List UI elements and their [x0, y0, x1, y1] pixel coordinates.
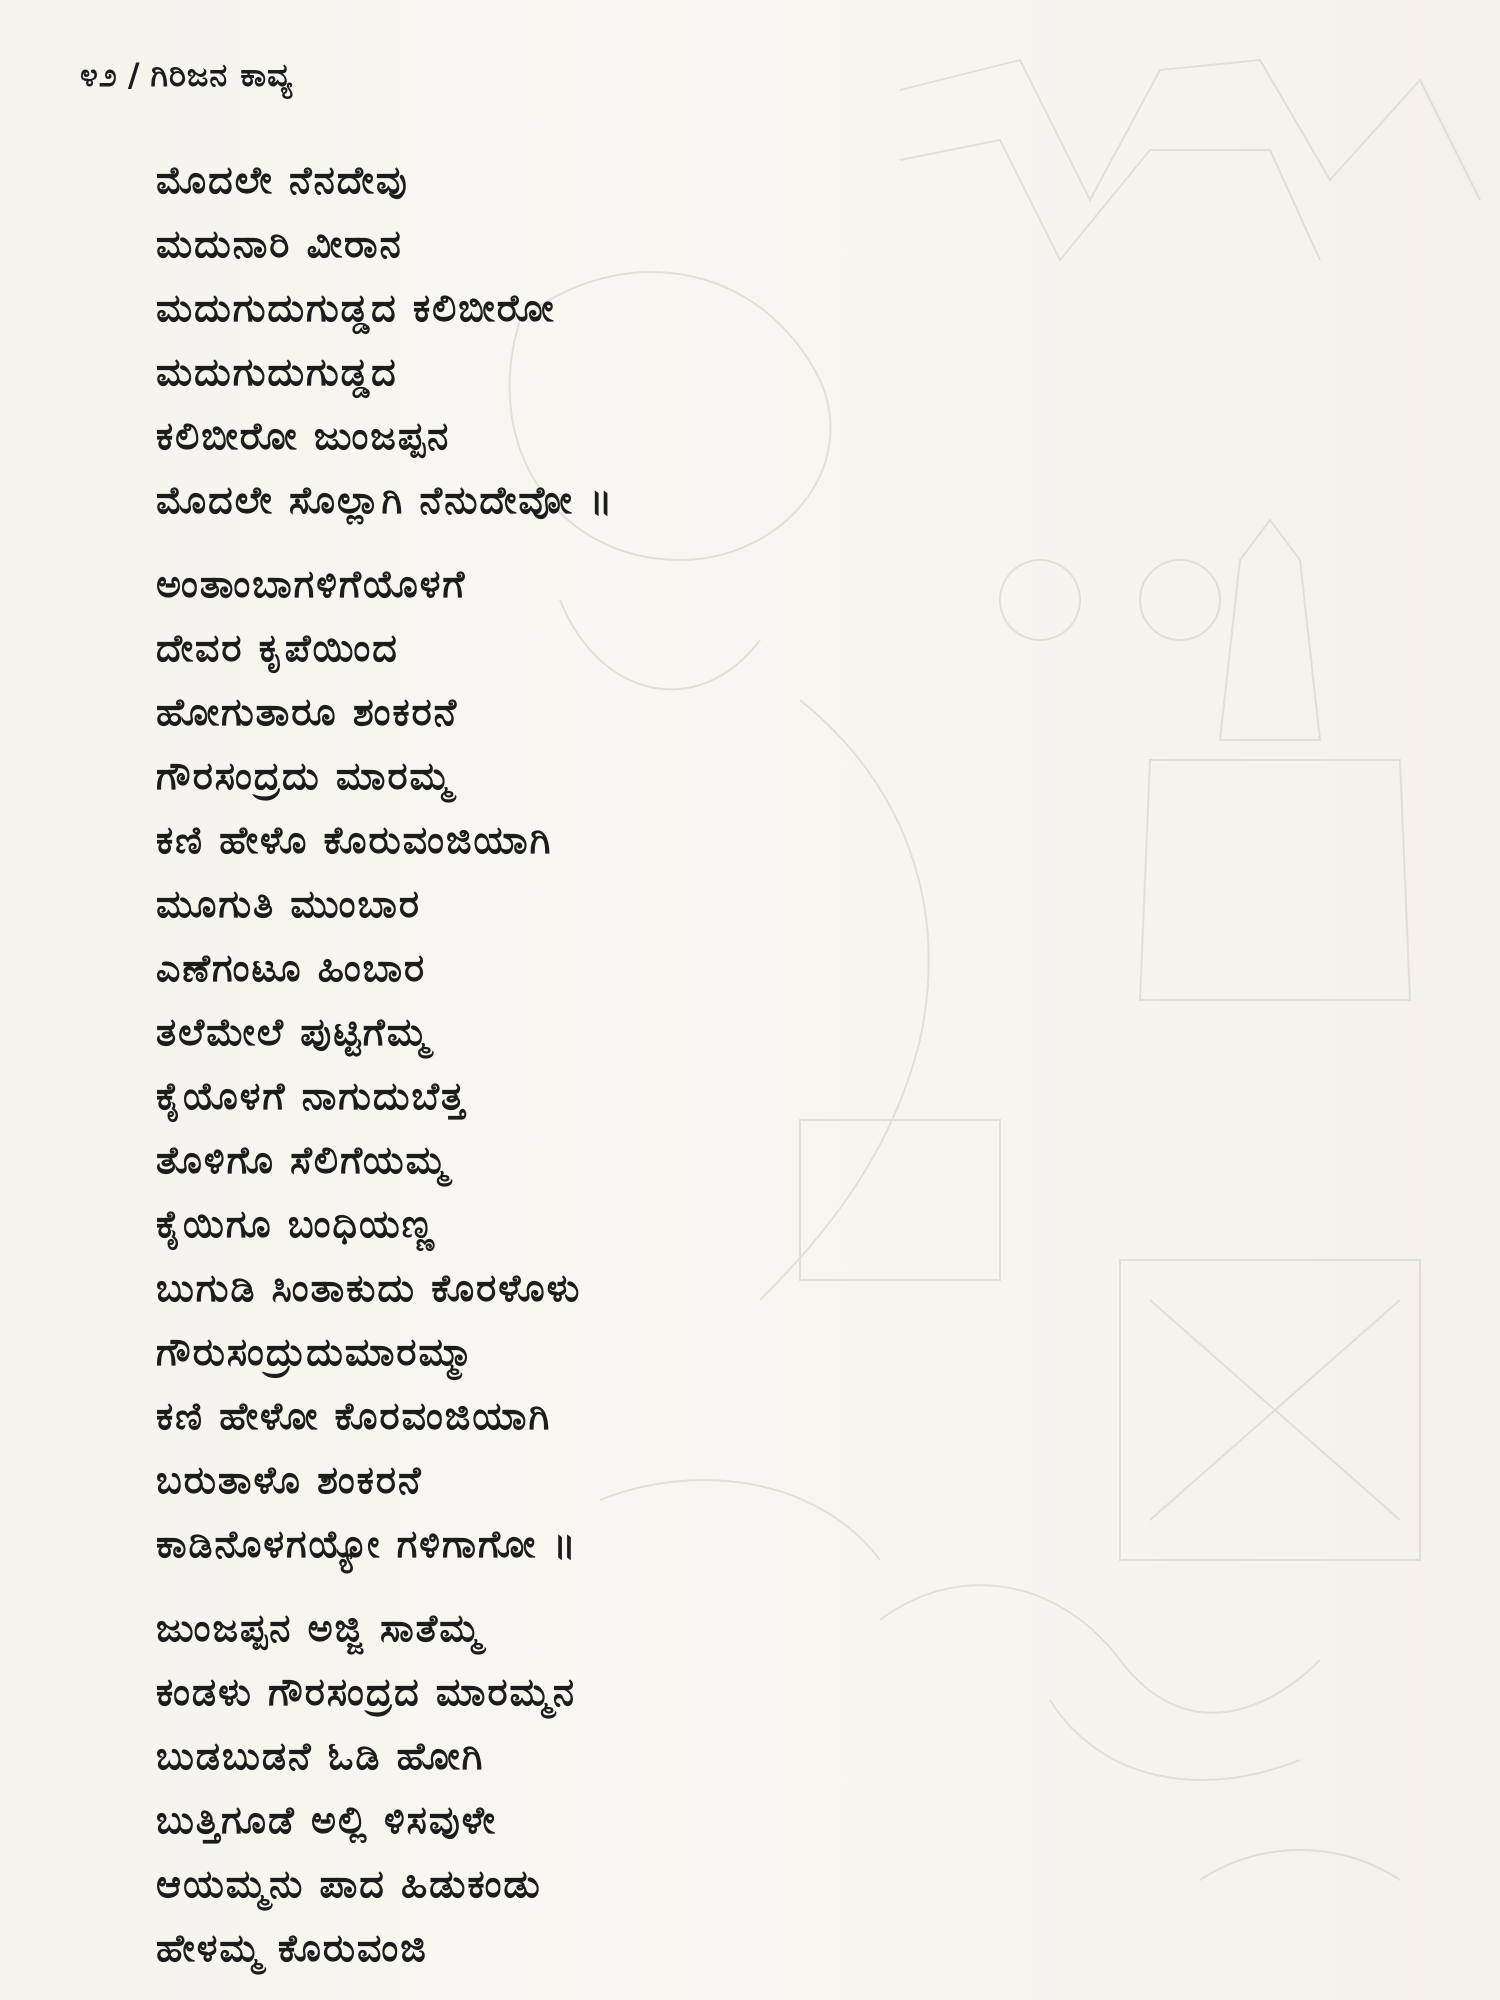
poem-line: ಕಾಡಿನೊಳಗಯ್ಯೋ ಗಳಿಗಾಗೋ ॥ [156, 1522, 578, 1566]
poem-line: ಗೌರುಸಂದ್ರುದುಮಾರಮ್ಮಾ [156, 1330, 476, 1374]
poem-line: ಹೋಗುತಾರೂ ಶಂಕರನೆ [156, 690, 459, 734]
poem-line: ಕೈಯಿಗೂ ಬಂಧಿಯಣ್ಣ [156, 1202, 436, 1246]
poem-line: ಗೌರಸಂದ್ರದು ಮಾರಮ್ಮ [156, 754, 453, 798]
page-number: ೪೨ [80, 56, 118, 94]
poem-line: ಮದುಗುದುಗುಡ್ಡದ [156, 350, 398, 394]
poem-line: ಮೊದಲೇ ನೆನದೇವು [156, 158, 409, 202]
poem-line: ಬರುತಾಳೊ ಶಂಕರನೆ [156, 1458, 423, 1502]
stanza-1 [156, 148, 614, 532]
poem-line: ಜುಂಜಪ್ಪನ ಅಜ್ಜಿ ಸಾತೆಮ್ಮ [156, 1606, 483, 1650]
poem-line: ಎಣೆಗಂಟೂ ಹಿಂಬಾರ [156, 946, 427, 990]
poem-line: ಕೈಯೊಳಗೆ ನಾಗುದುಬೆತ್ತ [156, 1074, 467, 1118]
book-title: ಗಿರಿಜನ ಕಾವ್ಯ [150, 56, 294, 94]
poem-line: ದೇವರ ಕೃಪೆಯಿಂದ [156, 626, 399, 670]
poem-line: ತೊಳಿಗೊ ಸೆಲಿಗೆಯಮ್ಮ [156, 1138, 449, 1182]
poem-line: ಬುಡಬುಡನೆ ಓಡಿ ಹೋಗಿ [156, 1734, 485, 1778]
stanza-3 [156, 1596, 614, 1980]
poem-line: ಅಂತಾಂಬಾಗಳಿಗೆಯೊಳಗೆ [156, 562, 467, 606]
poem-line: ಮದುಗುದುಗುಡ್ಡದ ಕಲಿಬೀರೋ [156, 286, 556, 330]
page-header [80, 56, 293, 95]
poem-line: ತಲೆಮೇಲೆ ಪುಟ್ಟಿಗೆಮ್ಮ [156, 1010, 431, 1054]
poem-line: ಮದುನಾರಿ ವೀರಾನ [156, 222, 403, 266]
poem-line: ಕಣಿ ಹೇಳೊ ಕೊರುವಂಜಿಯಾಗಿ [156, 818, 553, 862]
poem-line: ಹೇಳಮ್ಮ ಕೊರುವಂಜಿ [156, 1926, 428, 1970]
poem-line: ಬುತ್ತಿಗೂಡೆ ಅಲ್ಲಿ ಳಿಸವುಳೇ [156, 1798, 497, 1842]
poem-line: ಕಣಿ ಹೇಳೋ ಕೊರವಂಜಿಯಾಗಿ [156, 1394, 552, 1438]
poem-line: ಮೊದಲೇ ಸೊಲ್ಲಾಗಿ ನೆನುದೇವೋ ॥ [156, 478, 615, 522]
poem-line: ಮೂಗುತಿ ಮುಂಬಾರ [156, 882, 421, 926]
poem-line: ಕಂಡಳು ಗೌರಸಂದ್ರದ ಮಾರಮ್ಮನ [156, 1670, 576, 1714]
poem-text [156, 148, 614, 1980]
header-separator: / [127, 56, 141, 94]
poem-line: ಕಲಿಬೀರೋ ಜುಂಜಪ್ಪನ [156, 414, 451, 458]
stanza-2 [156, 552, 614, 1576]
poem-line: ಆಯಮ್ಮನು ಪಾದ ಹಿಡುಕಂಡು [156, 1862, 542, 1906]
poem-line: ಬುಗುಡಿ ಸಿಂತಾಕುದು ಕೊರಳೊಳು [156, 1266, 582, 1310]
